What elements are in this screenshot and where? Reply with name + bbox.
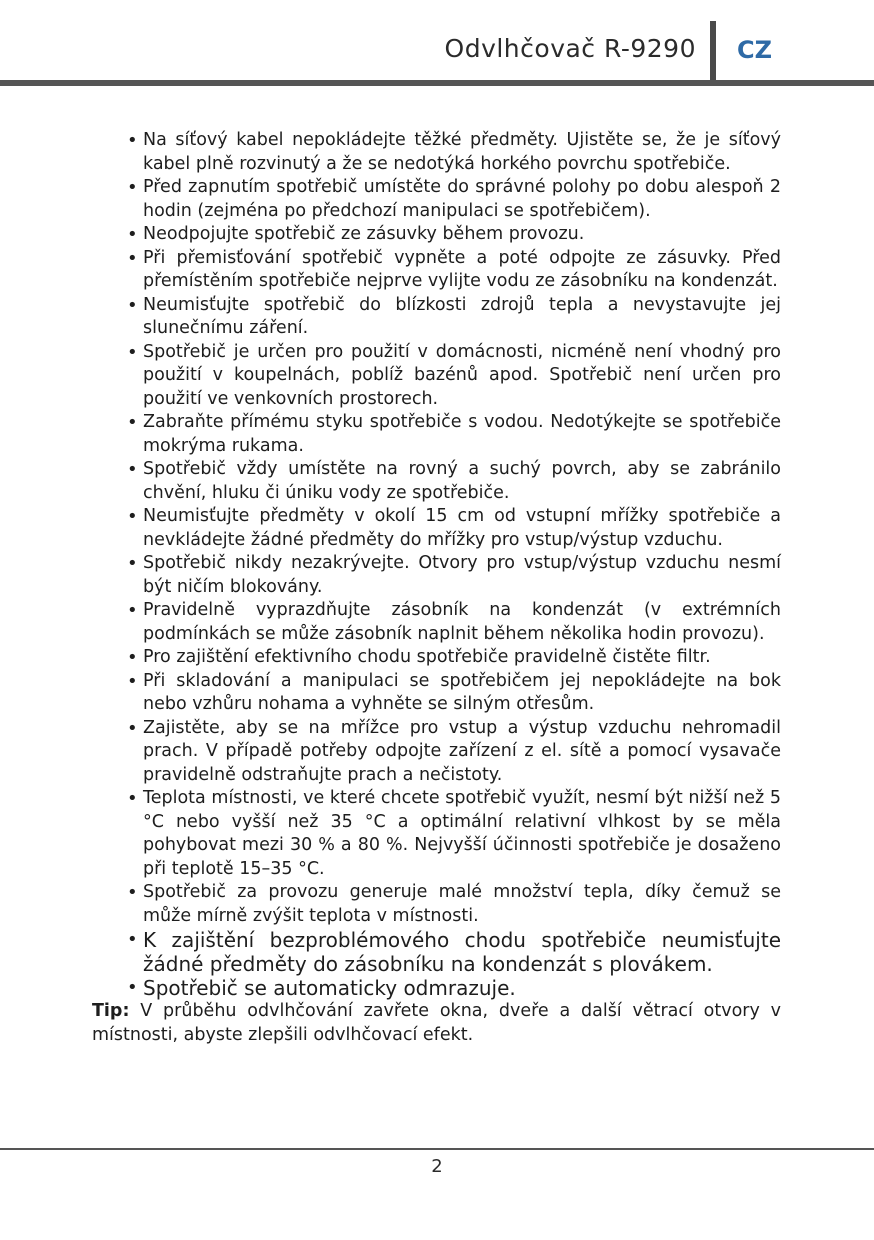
list-item: • Spotřebič vždy umístěte na rovný a suchý povrch, aby se zabránilo chvění, hluku či úniku vody ze spotřebiče. xyxy=(92,458,781,505)
language-code: CZ xyxy=(737,36,773,64)
page-number: 2 xyxy=(431,1156,443,1177)
list-item: • Neodpojujte spotřebič ze zásuvky během provozu. xyxy=(92,223,781,247)
list-item: • Spotřebič je určen pro použití v domácnosti, nicméně není vhodný pro použití v koupelnách, poblíž bazénů apod. Spotřebič není určen pro použití ve venkovních prostorech. xyxy=(92,341,781,412)
list-item: • Před zapnutím spotřebič umístěte do správné polohy po dobu alespoň 2 hodin (zejména po předchozí manipulaci se spotřebičem). xyxy=(92,176,781,223)
list-item: • K zajištění bezproblémového chodu spotřebiče neumisťujte žádné předměty do zásobníku na kondenzát s plovákem. xyxy=(92,928,781,976)
tip-label: Tip: xyxy=(92,1001,130,1021)
list-item: • Spotřebič za provozu generuje malé množství tepla, díky čemuž se může mírně zvýšit teplota v místnosti. xyxy=(92,881,781,928)
header-divider xyxy=(710,21,716,80)
safety-instructions xyxy=(92,129,781,1065)
list-item: • Neumisťujte spotřebič do blízkosti zdrojů tepla a nevystavujte jej slunečnímu záření. xyxy=(92,294,781,341)
list-item: • Pro zajištění efektivního chodu spotřebiče pravidelně čistěte filtr. xyxy=(92,646,781,670)
list-item: • Teplota místnosti, ve které chcete spotřebič využít, nesmí být nižší než 5 °C nebo vyšší než 35 °C a optimální relativní vlhkost by se měla pohybovat mezi 30 % a 80 %. Nejvyšší účinnosti spotřebiče je dosaženo při teplotě 15–35 °C. xyxy=(92,787,781,881)
document-title: Odvlhčovač R-9290 xyxy=(444,34,696,63)
list-item: • Spotřebič se automaticky odmrazuje. xyxy=(92,976,781,1000)
list-item: • Zabraňte přímému styku spotřebiče s vodou. Nedotýkejte se spotřebiče mokrýma rukama. xyxy=(92,411,781,458)
footer-rule xyxy=(0,1148,874,1150)
list-item: • Při přemisťování spotřebič vypněte a poté odpojte ze zásuvky. Před přemístěním spotřebiče nejprve vylijte vodu ze zásobníku na kondenzát. xyxy=(92,247,781,294)
list-item: • Na síťový kabel nepokládejte těžké předměty. Ujistěte se, že je síťový kabel plně rozvinutý a že se nedotýká horkého povrchu spotřebiče. xyxy=(92,129,781,176)
list-item: • Při skladování a manipulaci se spotřebičem jej nepokládejte na bok nebo vzhůru nohama a vyhněte se silným otřesům. xyxy=(92,670,781,717)
list-item: • Pravidelně vyprazdňujte zásobník na kondenzát (v extrémních podmínkách se může zásobník naplnit během několika hodin provozu). xyxy=(92,599,781,646)
bullet-list xyxy=(92,129,781,1000)
header-rule xyxy=(0,80,874,86)
list-item: • Zajistěte, aby se na mřížce pro vstup a výstup vzduchu nehromadil prach. V případě potřeby odpojte zařízení z el. sítě a pomocí vysavače pravidelně odstraňujte prach a nečistoty. xyxy=(92,717,781,788)
tip-text: V průběhu odvlhčování zavřete okna, dveře a další větrací otvory v místnosti, abyste zlepšili odvlhčovací efekt. xyxy=(92,1001,781,1045)
list-item: • Spotřebič nikdy nezakrývejte. Otvory pro vstup/výstup vzduchu nesmí být ničím blokovány. xyxy=(92,552,781,599)
tip-paragraph xyxy=(92,1000,781,1047)
list-item: • Neumisťujte předměty v okolí 15 cm od vstupní mřížky spotřebiče a nevkládejte žádné předměty do mřížky pro vstup/výstup vzduchu. xyxy=(92,505,781,552)
